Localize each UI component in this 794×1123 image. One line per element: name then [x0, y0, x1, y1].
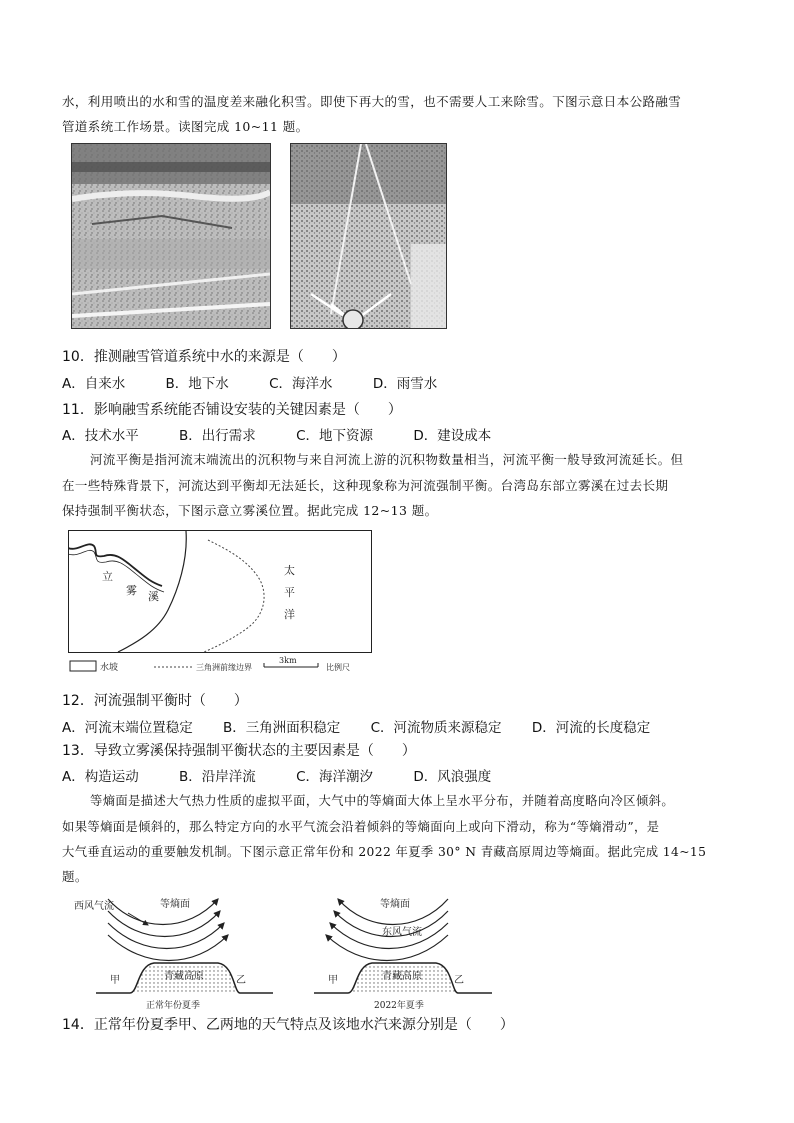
passage3-line4: 题。: [62, 869, 88, 884]
q12-option-c[interactable]: C．河流物质来源稳定: [370, 720, 502, 736]
question-12-stem: 12．河流强制平衡时（ ）: [62, 693, 248, 709]
q10-option-d[interactable]: D．雨雪水: [372, 376, 438, 392]
question-13-stem: 13．导致立雾溪保持强制平衡状态的主要因素是（ ）: [62, 743, 416, 759]
normal-surface-label: 等熵面: [160, 899, 190, 910]
q13-option-d[interactable]: D．风浪强度: [413, 769, 492, 785]
map-river-char-2: 雾: [126, 584, 137, 597]
y2022-surface-label: 等熵面: [380, 899, 410, 910]
normal-yi-label: 乙: [236, 975, 246, 986]
question-11-options: [62, 424, 527, 444]
passage3-line3: 大气垂直运动的重要触发机制。下图示意正常年份和 2022 年夏季 30° N 青藏高原周边等熵面。据此完成 14~15: [62, 845, 707, 859]
passage2-line3: 保持强制平衡状态，下图示意立雾溪位置。据此完成 12~13 题。: [62, 503, 438, 518]
y2022-plateau-label: 青藏高原: [382, 971, 422, 982]
isentropic-diagram-2022: [308, 893, 498, 1011]
passage3-line1: 等熵面是描述大气热力性质的虚拟平面，大气中的等熵面大体上呈水平分布，并随着高度略向冷区倾斜。: [90, 794, 675, 808]
q11-option-d[interactable]: D．建设成本: [413, 428, 492, 444]
q11-option-a[interactable]: A．技术水平: [62, 428, 139, 444]
q12-option-d[interactable]: D．河流的长度稳定: [531, 720, 651, 736]
passage1-line2: 管道系统工作场景。读图完成 10~11 题。: [62, 119, 309, 134]
normal-plateau-label: 青藏高原: [164, 971, 204, 982]
q13-option-b[interactable]: B．沿岸洋流: [179, 769, 256, 785]
photo-snow-pipe: [290, 143, 447, 329]
y2022-caption: 2022年夏季: [374, 1001, 424, 1011]
question-10-options: [62, 372, 473, 392]
passage1-line1: 水，利用喷出的水和雪的温度差来融化积雪。即使下再大的雪，也不需要人工来除雪。下图示意日本公路融雪: [62, 94, 682, 109]
question-10-stem: 10．推测融雪管道系统中水的来源是（ ）: [62, 349, 346, 365]
legend-delta-label: 三角洲前缘边界: [196, 663, 252, 672]
legend-scale-value: 3km: [279, 656, 297, 665]
q12-option-b[interactable]: B．三角洲面积稳定: [223, 720, 341, 736]
legend-slope-label: 水坡: [100, 663, 119, 673]
passage2-line1: 河流平衡是指河流末端流出的沉积物与来自河流上游的沉积物数量相当，河流平衡一般导致河流延长。但: [90, 452, 684, 467]
map-ocean-char-1: 太: [284, 564, 295, 577]
normal-jia-label: 甲: [110, 975, 120, 986]
q10-option-c[interactable]: C．海洋水: [269, 376, 333, 392]
passage2-line2: 在一些特殊背景下，河流达到平衡却无法延长，这种现象称为河流强制平衡。台湾岛东部立雾溪在过去长期: [62, 478, 669, 493]
legend-slope-swatch: [70, 661, 96, 671]
y2022-yi-label: 乙: [454, 975, 464, 986]
normal-caption: 正常年份夏季: [146, 1001, 201, 1011]
photo-road-snow: [71, 143, 271, 329]
passage3-line2: 如果等熵面是倾斜的，那么特定方向的水平气流会沿着倾斜的等熵面向上或向下滑动，称为“等熵滑动”，是: [62, 820, 660, 834]
question-13-options: [62, 765, 527, 785]
question-12-options: [62, 716, 686, 736]
q11-option-b[interactable]: B．出行需求: [179, 428, 256, 444]
y2022-jia-label: 甲: [328, 975, 338, 986]
question-14-stem: 14．正常年份夏季甲、乙两地的天气特点及该地水汽来源分别是（ ）: [62, 1017, 514, 1033]
map-river-char-1: 立: [102, 570, 113, 583]
normal-wind-label: 西风气流: [74, 901, 114, 912]
question-11-stem: 11．影响融雪系统能否铺设安装的关键因素是（ ）: [62, 402, 402, 418]
map-ocean-char-2: 平: [284, 586, 295, 599]
q11-option-c[interactable]: C．地下资源: [296, 428, 374, 444]
y2022-wind-label: 东风气流: [382, 927, 422, 938]
isentropic-diagram-normal: [68, 893, 288, 1011]
q10-option-b[interactable]: B．地下水: [165, 376, 229, 392]
q13-option-c[interactable]: C．海洋潮汐: [296, 769, 374, 785]
map-river-char-3: 溪: [148, 590, 159, 603]
q10-option-a[interactable]: A．自来水: [62, 376, 126, 392]
map-ocean-char-3: 洋: [284, 608, 295, 621]
q12-option-a[interactable]: A．河流末端位置稳定: [62, 720, 193, 736]
legend-scale-label: 比例尺: [326, 663, 350, 672]
q13-option-a[interactable]: A．构造运动: [62, 769, 139, 785]
river-location-map: [68, 530, 372, 678]
